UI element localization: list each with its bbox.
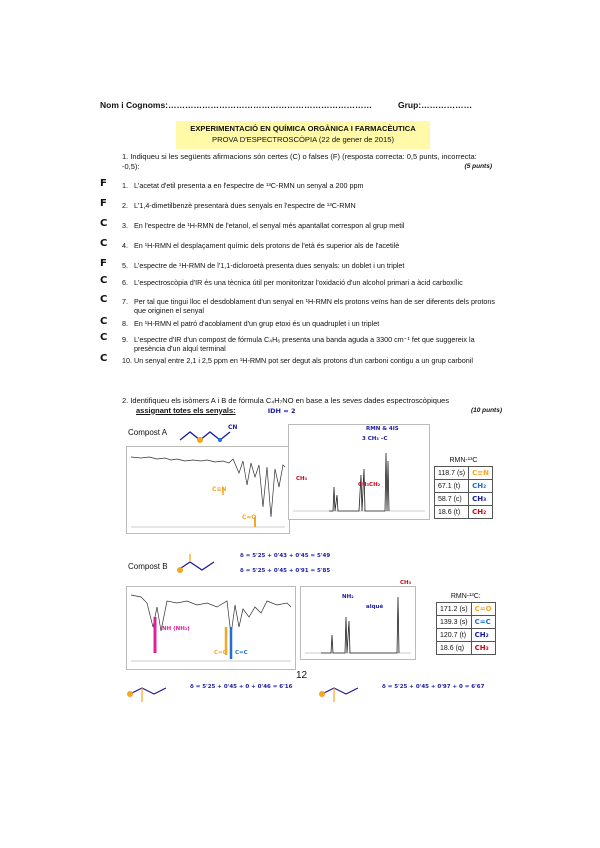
- ir-b-note-nh: NH (NH₂): [162, 626, 190, 632]
- nmr-a-note-1: RMN & 4IS: [366, 426, 399, 432]
- table-row: [435, 467, 493, 480]
- rmn-a-value: 18.6 (t): [435, 506, 469, 519]
- bottom-note-1: δ = 5'25 + 0'45 + 0 + 0'46 = 6'16: [190, 684, 293, 690]
- table-row: [437, 603, 496, 616]
- nmr-spectrum-b: [300, 586, 416, 660]
- answer-mark: F: [100, 258, 107, 269]
- nmr-a-note-3: CH₃: [296, 476, 308, 482]
- bottom-structure-1: [126, 680, 182, 706]
- table-row: [435, 493, 493, 506]
- question-1-text: 1. Indiqueu si les següents afirmacions són certes (C) o falses (F) (resposta correcta: 0,5 punts, incorrecta: -0,5):: [122, 152, 477, 171]
- name-field-label: Nom i Cognoms:………………………………………………………………: [100, 100, 372, 110]
- item-text: L'espectroscòpia d'IR és una tècnica útil per monitoritzar l'oxidació d'un alcohol primari a àcid carboxílic: [134, 278, 463, 287]
- exam-title: [176, 121, 430, 149]
- item-text: En l'espectre de ¹H-RMN de l'etanol, el senyal més apantallat correspon al grup metil: [134, 221, 405, 230]
- item-number: 2.: [122, 201, 128, 210]
- rmn-a-value: 58.7 (c): [435, 493, 469, 506]
- compound-a-label: Compost A: [128, 428, 168, 437]
- item-number: 3.: [122, 221, 128, 230]
- rmn-a-note: CH₂: [469, 480, 493, 493]
- item-number: 10.: [122, 356, 132, 365]
- question-2-points: (10 punts): [470, 407, 502, 414]
- rmn-a-value: 118.7 (s): [435, 467, 469, 480]
- item-text: L'espectre d'IR d'un compost de fórmula C₄H₆ presenta una banda aguda a 3300 cm⁻¹ fet que suggereix la presència d'un alquí terminal: [134, 335, 475, 353]
- question-2-subtext: assignant totes els senyals:: [136, 405, 236, 415]
- item-text: L'espectre de ¹H-RMN de l'1,1-dicloroetà presenta dues senyals: un doblet i un triplet: [134, 261, 405, 270]
- title-line-1: EXPERIMENTACIÓ EN QUÍMICA ORGÀNICA I FARMACÈUTICA: [190, 124, 416, 133]
- nmr-a-note-2: 3 CH₃ –C: [362, 436, 388, 442]
- nmr-a-note-4: CH₃CH₂: [358, 482, 381, 488]
- title-line-2: PROVA D'ESPECTROSCÒPIA (22 de gener de 2015): [212, 134, 394, 144]
- compound-b-structure: [174, 552, 234, 580]
- question-1-prompt: [122, 152, 492, 172]
- rmn-a-value: 67.1 (t): [435, 480, 469, 493]
- ids-handnote: IDH = 2: [267, 406, 296, 415]
- answer-mark: C: [100, 316, 108, 327]
- ir-a-note-cn: C≡N: [212, 486, 227, 493]
- item-text: Un senyal entre 2,1 i 2,5 ppm en ¹H-RMN pot ser degut als protons d'un carboni contigu a un grup carbonil: [134, 356, 473, 365]
- cn-handnote: CN: [228, 424, 238, 431]
- nmr-spectrum-a: [288, 424, 430, 520]
- rmn-b-value: 171.2 (s): [437, 603, 472, 616]
- rmn-a-title: RMN-¹³C: [449, 456, 478, 464]
- ir-b-note-cc: C=C: [235, 650, 248, 656]
- rmn-a-note: CH₂: [469, 506, 493, 519]
- nmr-b-note-alkene: alquè: [366, 604, 384, 610]
- item-number: 6.: [122, 278, 128, 287]
- ir-spectrum-a: [126, 446, 290, 534]
- item-number: 7.: [122, 297, 128, 306]
- ir-a-note-co: C=O: [242, 514, 257, 521]
- question-2-text: 2. Identifiqueu els isòmers A i B de fórmula C₄H₇NO en base a les seves dades espectroscòpiques: [122, 396, 450, 405]
- rmn-b-note: CH₂: [471, 629, 495, 642]
- rmn-b-value: 139.3 (s): [437, 616, 472, 629]
- table-row: [437, 642, 496, 655]
- page-number: 12: [296, 670, 308, 681]
- rmn-b-note: C=O: [471, 603, 495, 616]
- rmn13c-table-b: [436, 590, 496, 655]
- ir-spectrum-b: [126, 586, 296, 670]
- table-row: [435, 506, 493, 519]
- bottom-structure-2: [318, 680, 374, 706]
- question-1-points: (5 punts): [464, 163, 492, 170]
- answer-mark: C: [100, 332, 108, 343]
- question-2-prompt: [122, 396, 502, 416]
- ir-b-note-co: C=O: [214, 650, 228, 656]
- item-number: 9.: [122, 335, 128, 344]
- item-text: En ¹H-RMN el desplaçament químic dels protons de l'età és superior als de l'acetilè: [134, 241, 400, 250]
- compound-b-label: Compost B: [128, 562, 168, 571]
- answer-mark: C: [100, 275, 108, 286]
- answer-mark: C: [100, 238, 108, 249]
- rmn-a-note: CH₃: [469, 493, 493, 506]
- rmn-b-title: RMN-¹³C:: [450, 592, 481, 600]
- answer-mark: C: [100, 218, 108, 229]
- item-text: L'acetat d'etil presenta a en l'espectre de ¹³C-RMN un senyal a 200 ppm: [134, 181, 364, 190]
- answer-mark: F: [100, 198, 107, 209]
- rmn-b-note: CH₃: [471, 642, 495, 655]
- item-number: 1.: [122, 181, 128, 190]
- item-number: 8.: [122, 319, 128, 328]
- rmn-a-note: C≡N: [469, 467, 493, 480]
- rmn13c-table-a: [434, 454, 493, 519]
- answer-mark: C: [100, 294, 108, 305]
- table-row: [437, 629, 496, 642]
- item-text: Per tal que tingui lloc el desdoblament d'un senyal en ¹H-RMN els protons veïns han de ser diferents dels protons que originen el senyal: [134, 297, 495, 315]
- answer-mark: C: [100, 353, 108, 364]
- rmn-b-value: 120.7 (t): [437, 629, 472, 642]
- item-number: 5.: [122, 261, 128, 270]
- rmn-b-note: C=C: [471, 616, 495, 629]
- item-text: L'1,4-dimetilbenzè presentarà dues senyals en l'espectre de ¹³C-RMN: [134, 201, 356, 210]
- bottom-note-2: δ = 5'25 + 0'45 + 0'97 + 0 = 6'67: [382, 684, 485, 690]
- compound-b-note-2: δ = 5'25 + 0'45 + 0'91 = 5'85: [240, 568, 331, 574]
- answer-mark: F: [100, 178, 107, 189]
- compound-b-note-1: δ = 5'25 + 0'43 + 0'45 = 5'49: [240, 553, 331, 559]
- item-number: 4.: [122, 241, 128, 250]
- nmr-b-note-ch3: CH₃: [400, 580, 412, 586]
- rmn-b-value: 18.6 (q): [437, 642, 472, 655]
- group-field-label: Grup:………………: [398, 100, 473, 110]
- table-row: [437, 616, 496, 629]
- table-row: [435, 480, 493, 493]
- item-text: En ¹H-RMN el patró d'acoblament d'un grup etoxi és un quadruplet i un triplet: [134, 319, 380, 328]
- nmr-b-note-nh2: NH₂: [342, 594, 354, 600]
